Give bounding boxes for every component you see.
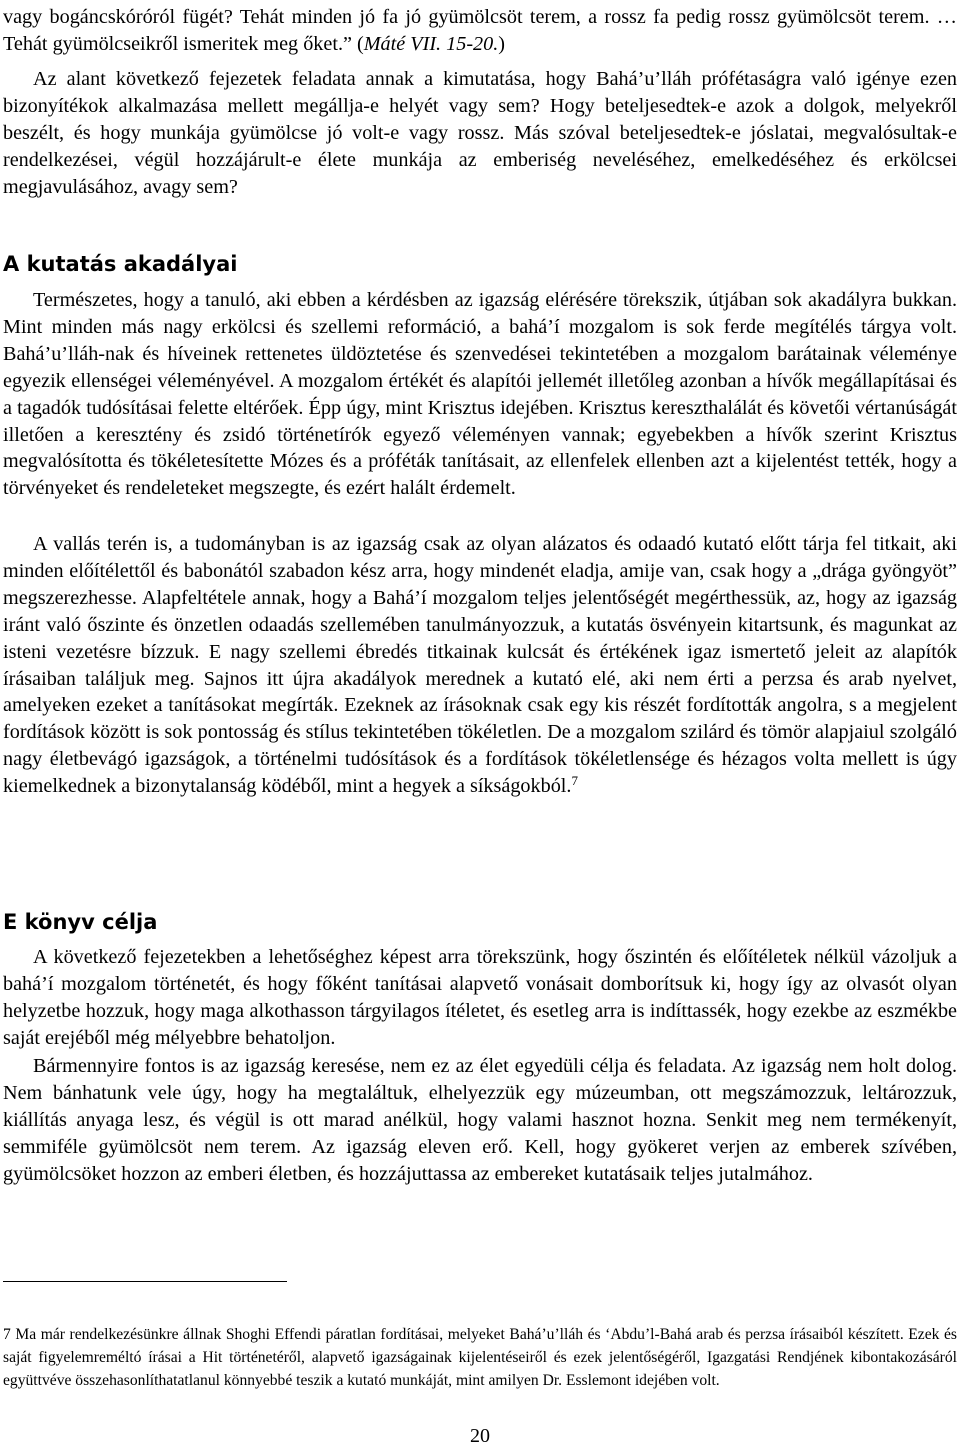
obstacles-paragraph-1: Természetes, hogy a tanuló, aki ebben a kérdésben az igazság elérésére törekszik, útjában sok akadályra bukkan. Mint minden más nagy erkölcsi és szellemi reformáció, a bahá’í mozgalom is sok ferde megítélés tárgya volt. Bahá’u’lláh-nak és híveinek rettenetes üldöztetése és szenvedései tekintetében a mozgalom barátainak véleménye egyezik ellenségei véleményével. A mozgalom értékét és alapítói jellemét illetőleg azonban a hívők megállapításai és a tagadók tudósításai felette eltérőek. Épp úgy, mint Krisztus idejében. Krisztus kereszthalálát és követői vértanúságát illetően a keresztény és zsidó történetírók egyező véleményen vannak; egyebekben a hívők szerint Krisztus megvalósította és tökéletesítette Mózes és a próféták tanításait, az ellenfelek ellenben azt a kijelentést tették, hogy a törvényeket és rendeleteket megszegte, és ezért halált érdemelt.	[3, 289, 957, 500]
footnote	[3, 1323, 957, 1392]
section-heading-purpose: E könyv célja	[3, 910, 158, 934]
quote-paragraph	[3, 4, 957, 58]
footnote-number: 7	[3, 1326, 11, 1343]
intro-paragraph: Az alant következő fejezetek feladata annak a kimutatása, hogy Bahá’u’lláh prófétaságra való igénye ezen bizonyítékok alkalmazása mellett megállja-e helyét vagy sem? Hogy beteljesedtek-e azok a dolgok, melyekről beszélt, és hogy munkája gyümölcse jó volt-e vagy rossz. Más szóval beteljesedtek-e jóslatai, megvalósultak-e rendelkezései, végül hozzájárult-e élete munkája az emberiség neveléséhez, emelkedéséhez és erkölcsei megjavulásához, avagy sem?	[3, 68, 957, 198]
section-heading-obstacles: A kutatás akadályai	[3, 252, 238, 276]
quote-closing: )	[498, 32, 506, 55]
footnote-text: Ma már rendelkezésünkre állnak Shoghi Effendi páratlan fordításai, melyeket Bahá’u’lláh és ‘Abdu’l-Bahá arab és perzsa írásaiból készített. Ezek és saját figyelemreméltó írásai a Hit történetéről, alapvető igazságainak kijelentéseiről és ezek jelentőségéről, Igazgatási Rendjének kibontakozásáról együttvéve összehasonlíthatatlanul könnyebbé teszik a kutató munkáját, mint amilyen Dr. Esslemont idejében volt.	[3, 1326, 957, 1389]
purpose-paragraph-1: A következő fejezetekben a lehetőséghez képest arra törekszünk, hogy őszintén és előítéletek nélkül vázoljuk a bahá’í mozgalom történetét, és hogy főként tanításai alapvető vonásait domborítsuk ki, hogy így az olvasót olyan helyzetbe hozzuk, hogy maga alkothasson tárgyilagos ítéletet, és esetleg arra is indíttassék, hogy ezekbe az eszmékbe saját erejéből még mélyebbre behatoljon.	[3, 946, 957, 1049]
purpose-paragraph-2: Bármennyire fontos is az igazság keresése, nem ez az élet egyedüli célja és feladata. Az igazság nem holt dolog. Nem bánhatunk vele úgy, hogy ha megtaláltuk, elhelyezzük egy múzeumban, ott megszámozzuk, leltározzuk, kiállítás anyaga lesz, és végül is ott marad anélkül, hogy valami hasznot hozna. Senkit meg nem termékenyít, semmiféle gyümölcsöt nem terem. Az igazság eleven erő. Kell, hogy gyökeret verjen az emberek szívében, gyümölcsöket hozzon az emberi életben, és hozzájuttassa az embereket kutatásaik teljes jutalmához.	[3, 1055, 957, 1185]
quote-text: vagy bogáncskóróról fügét? Tehát minden jó fa jó gyümölcsöt terem, a rossz fa pedig rossz gyümölcsöt terem. … Tehát gyümölcseikről ismeritek meg őket.” (	[3, 6, 957, 55]
footnote-reference[interactable]: 7	[571, 773, 578, 789]
footnote-separator	[3, 1281, 287, 1282]
obstacles-paragraph-2	[3, 531, 957, 800]
obstacles-paragraph-2-text: A vallás terén is, a tudományban is az igazság csak az olyan alázatos és odaadó kutató előtt tárja fel titkait, aki minden előítélettől és babonától szabadon kész arra, hogy mindenét eladja, amije van, csak hogy a „drága gyöngyöt” megszerezhesse. Alapfeltétele annak, hogy a Bahá’í mozgalom teljes jelentőségét megérthessük, az, hogy az igazság iránt való őszinte és önzetlen odaadás szellemében tanulmányozzuk, a kutatás ösvényein kitartsunk, és magunkat az isteni vezetésre bízzuk. E nagy szellemi ébredés titkainak kulcsát és értékének igaz ismertető jeleit az alapítók írásaiban találjuk meg. Sajnos itt újra akadályok merednek a kutató elé, aki nem érti a perzsa és arab nyelvet, amelyeken ezeket a tanításokat megírták. Ezeknek az írásoknak csak egy kis részét fordították angolra, s a megjelent fordítások között is sok pontosság és stílus tekintetében tökéletlen. De a mozgalom szilárd és tömör alapjaiul szolgáló nagy életbevágó igazságok, a történelmi tudósítások és a fordítások tökéletlensége és hézagos volta mellett is úgy kiemelkednek a bizonytalanság ködéből, mint a hegyek a síkságokból.	[3, 533, 957, 798]
bible-reference: Máté VII. 15-20.	[363, 32, 499, 55]
page-number: 20	[470, 1425, 490, 1447]
